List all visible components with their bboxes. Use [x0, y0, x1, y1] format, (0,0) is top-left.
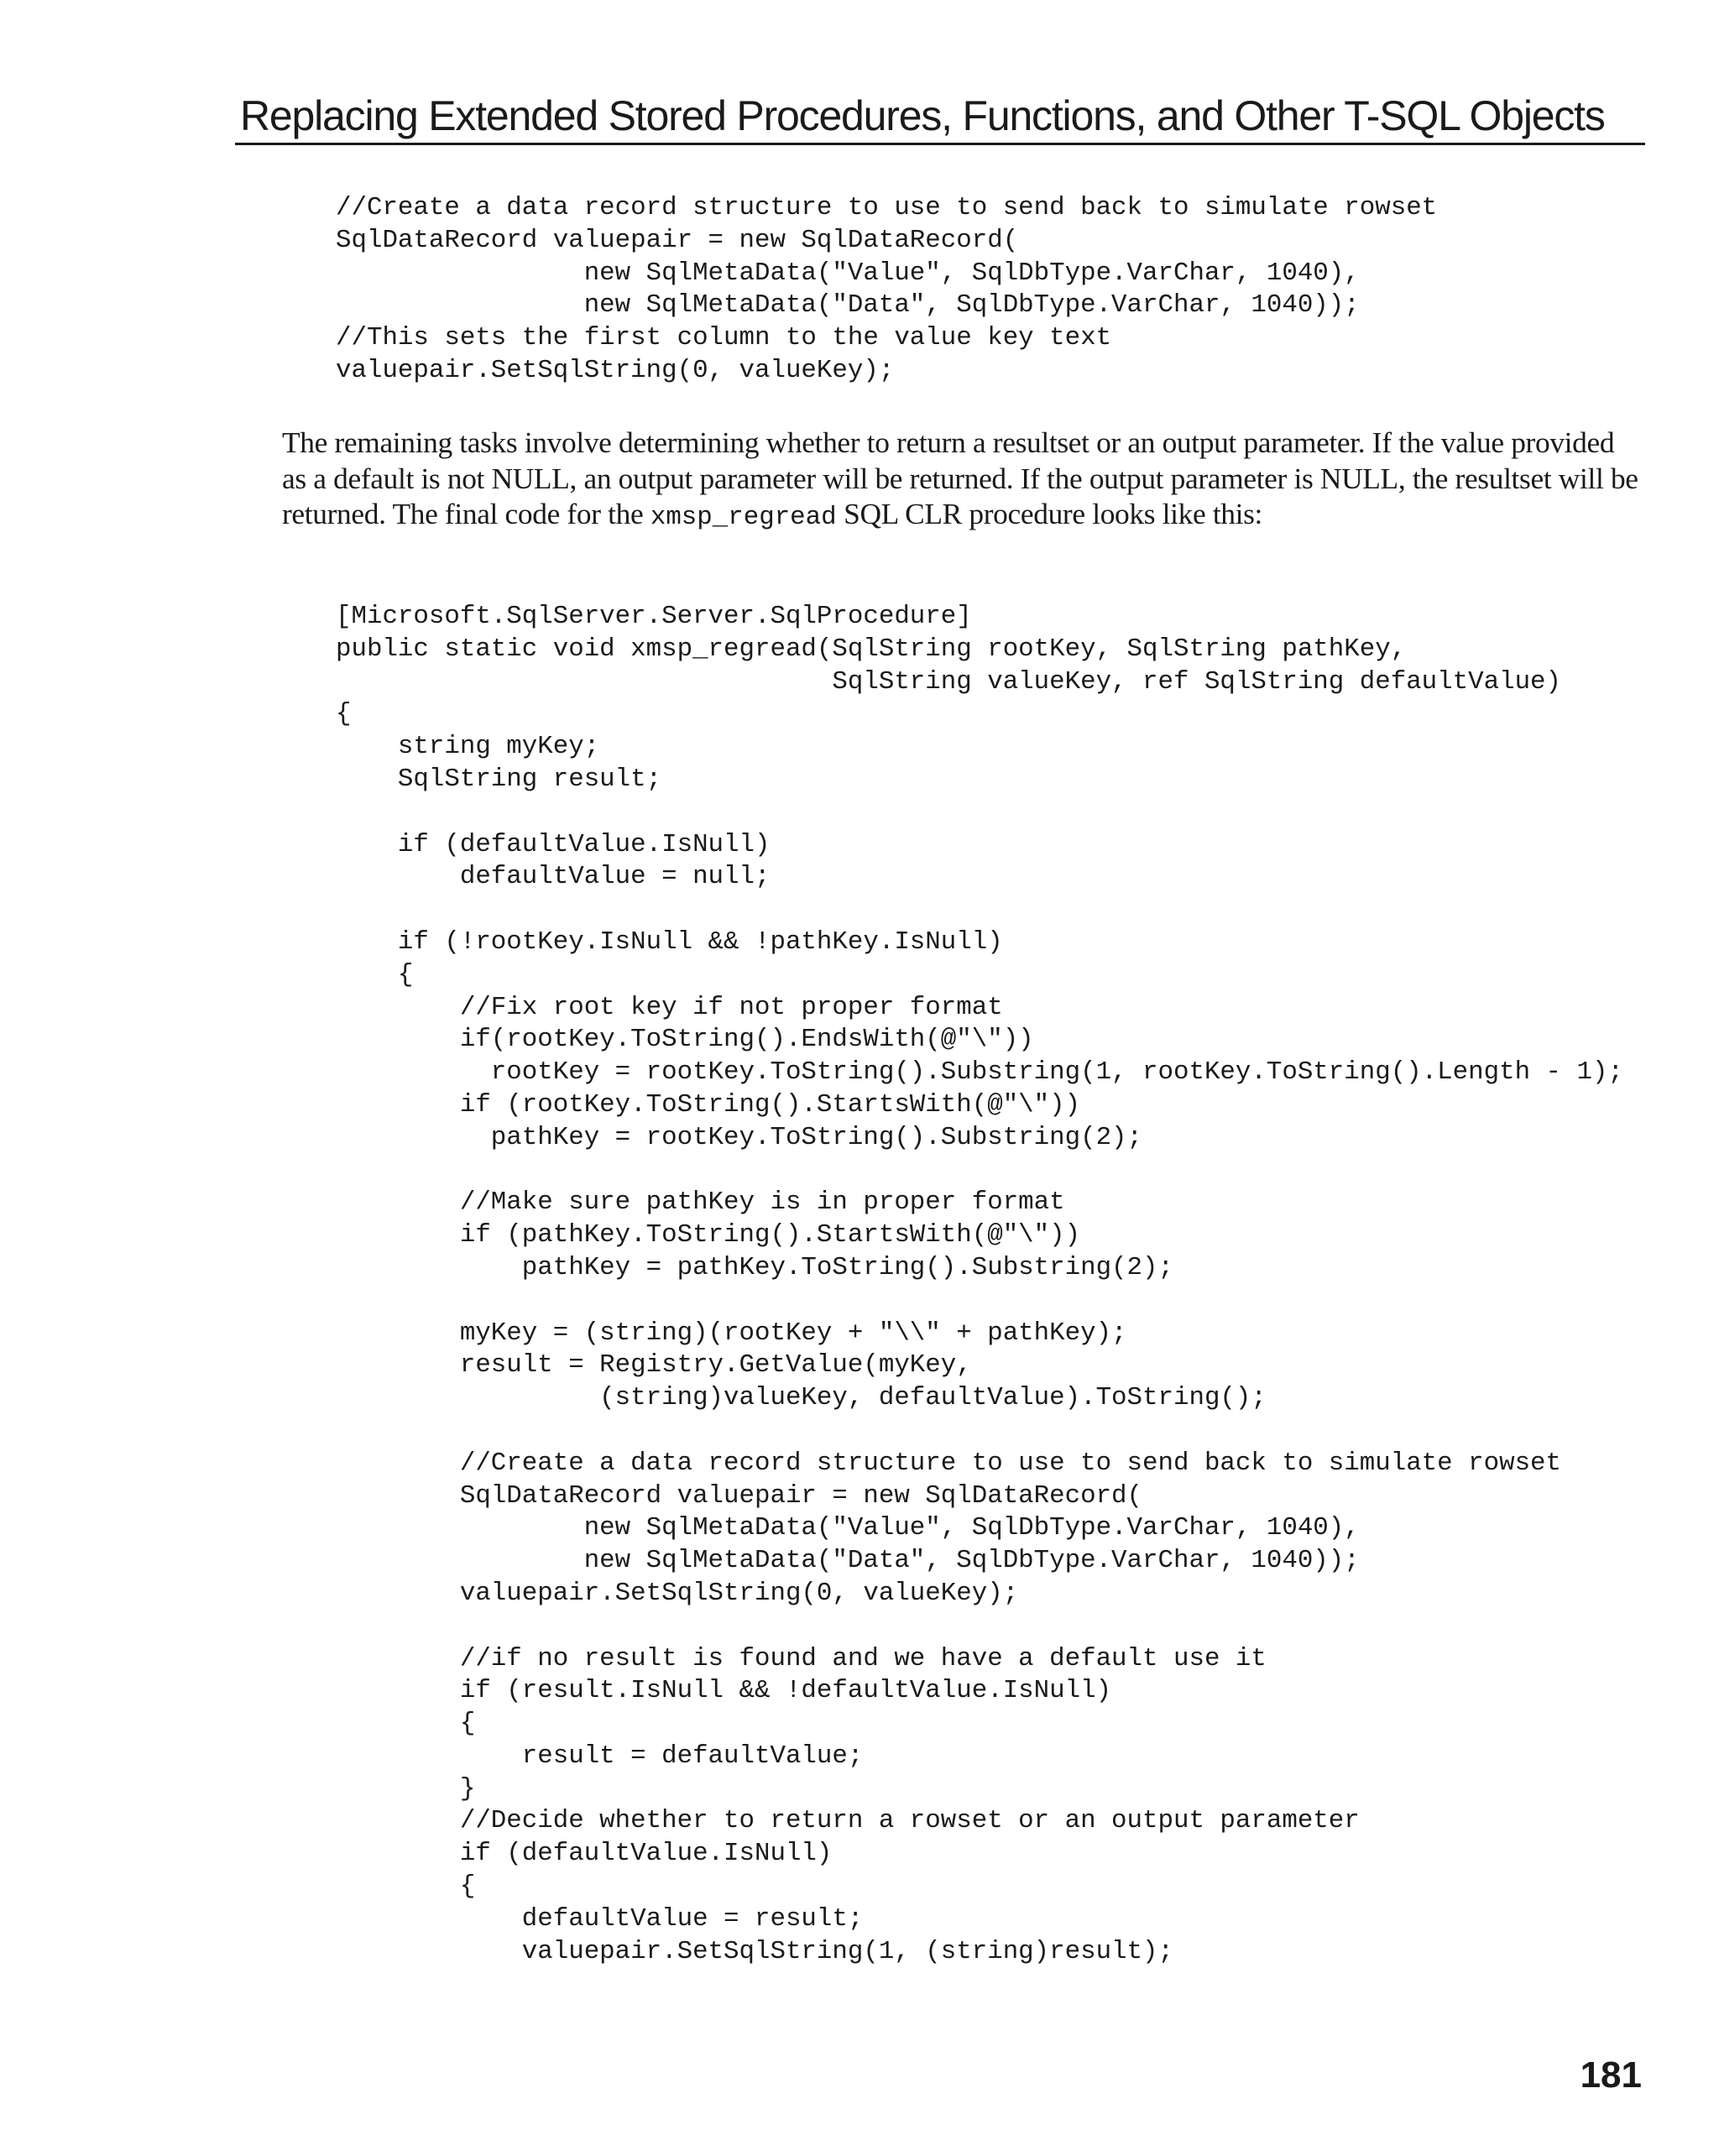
- page-header-title: Replacing Extended Stored Procedures, Functions, and Other T-SQL Objects: [240, 92, 1605, 139]
- inline-code-procedure-name: xmsp_regread: [650, 503, 837, 532]
- header-rule: [235, 143, 1645, 145]
- body-paragraph: [282, 425, 1642, 536]
- code-block-record-structure: //Create a data record structure to use to send back to simulate rowset SqlDataRecord valuepair = new SqlDataRecord( new SqlMetaData("Value", SqlDbType.VarChar, 1040), new SqlMetaData("Data", SqlDbType.VarChar, 1040)); //This sets the first column to the value key text valuepair.SetSqlString(0, valueKey);: [336, 193, 1438, 385]
- page-number: 181: [1580, 2054, 1642, 2096]
- code-block-xmsp-regread: [Microsoft.SqlServer.Server.SqlProcedure] public static void xmsp_regread(SqlString rootKey, SqlString pathKey, SqlString valueKey, ref SqlString defaultValue) { string myKey; SqlString result; if (defaultValue.IsNull) defaultValue = null; if (!rootKey.IsNull && !pathKey.IsNull) { //Fix root key if not proper format if(rootKey.ToString().EndsWith(@"\")) rootKey = rootKey.ToString().Substring(1, rootKey.ToString().Length - 1); if (rootKey.ToString().StartsWith(@"\")) pathKey = rootKey.ToString().Substring(2); //Make sure pathKey is in proper format if (pathKey.ToString().StartsWith(@"\")) pathKey = pathKey.ToString().Substring(2); myKey = (string)(rootKey + "\\" + pathKey); result = Registry.GetValue(myKey, (string)valueKey, defaultValue).ToString(); //Create a data record structure to use to send back to simulate rowset SqlDataRecord valuepair = new SqlDataRecord( new SqlMetaData("Value", SqlDbType.VarChar, 1040), new SqlMetaData("Data", SqlDbType.VarChar, 1040)); valuepair.SetSqlString(0, valueKey); //if no result is found and we have a default use it if (result.IsNull && !defaultValue.IsNull) { result = defaultValue; } //Decide whether to return a rowset or an output parameter if (defaultValue.IsNull) { defaultValue = result; valuepair.SetSqlString(1, (string)result);: [336, 602, 1623, 1966]
- paragraph-text-after: SQL CLR procedure looks like this:: [836, 497, 1263, 530]
- paragraph-text-before: The remaining tasks involve determining whether to return a resultset or an output parameter. If the value provided as a default is not NULL, an output parameter will be returned. If the output parameter is NULL, the resultset will be returned. The final code for the: [282, 425, 1638, 530]
